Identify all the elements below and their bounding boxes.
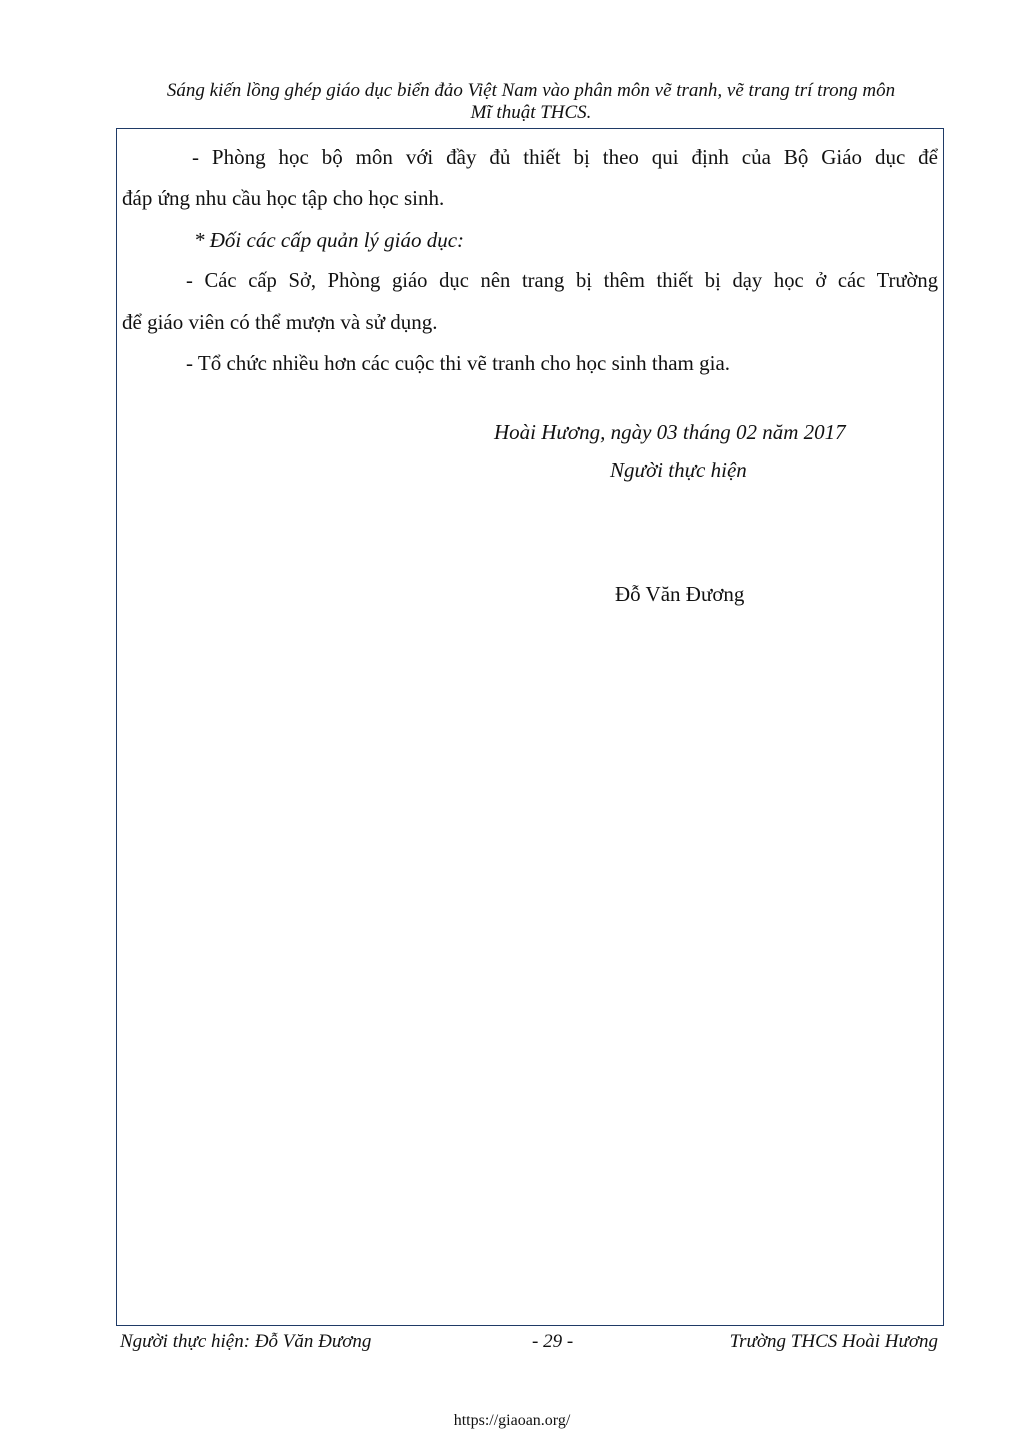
source-url: https://giaoan.org/	[453, 1412, 571, 1429]
signature-name: Đỗ Văn Đương	[615, 582, 745, 606]
paragraph-2-line-1: - Các cấp Sở, Phòng giáo dục nên trang bị thêm thiết bị dạy học ở các Trường	[186, 270, 938, 292]
header-line-2: Mĩ thuật THCS.	[470, 102, 592, 123]
section-heading: * Đối các cấp quản lý giáo dục:	[194, 228, 465, 252]
paragraph-1-line-1: - Phòng học bộ môn với đầy đủ thiết bị theo qui định của Bộ Giáo dục để	[192, 145, 938, 169]
footer-school: Trường THCS Hoài Hương	[729, 1331, 938, 1352]
running-header	[100, 80, 962, 124]
signature-place-date: Hoài Hương, ngày 03 tháng 02 năm 2017	[494, 420, 846, 444]
signature-role: Người thực hiện	[610, 458, 747, 482]
paragraph-1-line-2: đáp ứng nhu cầu học tập cho học sinh.	[122, 186, 445, 210]
paragraph-3-line-1: - Tổ chức nhiều hơn các cuộc thi vẽ tranh cho học sinh tham gia.	[186, 351, 731, 375]
header-line-1: Sáng kiến lồng ghép giáo dục biển đảo Việt Nam vào phân môn vẽ tranh, vẽ trang trí trong môn	[166, 80, 896, 101]
footer-author: Người thực hiện: Đỗ Văn Đương	[120, 1331, 372, 1352]
paragraph-2-line-2: để giáo viên có thể mượn và sử dụng.	[122, 310, 438, 334]
footer-page-number: - 29 -	[532, 1331, 574, 1352]
page-border-frame	[116, 128, 944, 1326]
